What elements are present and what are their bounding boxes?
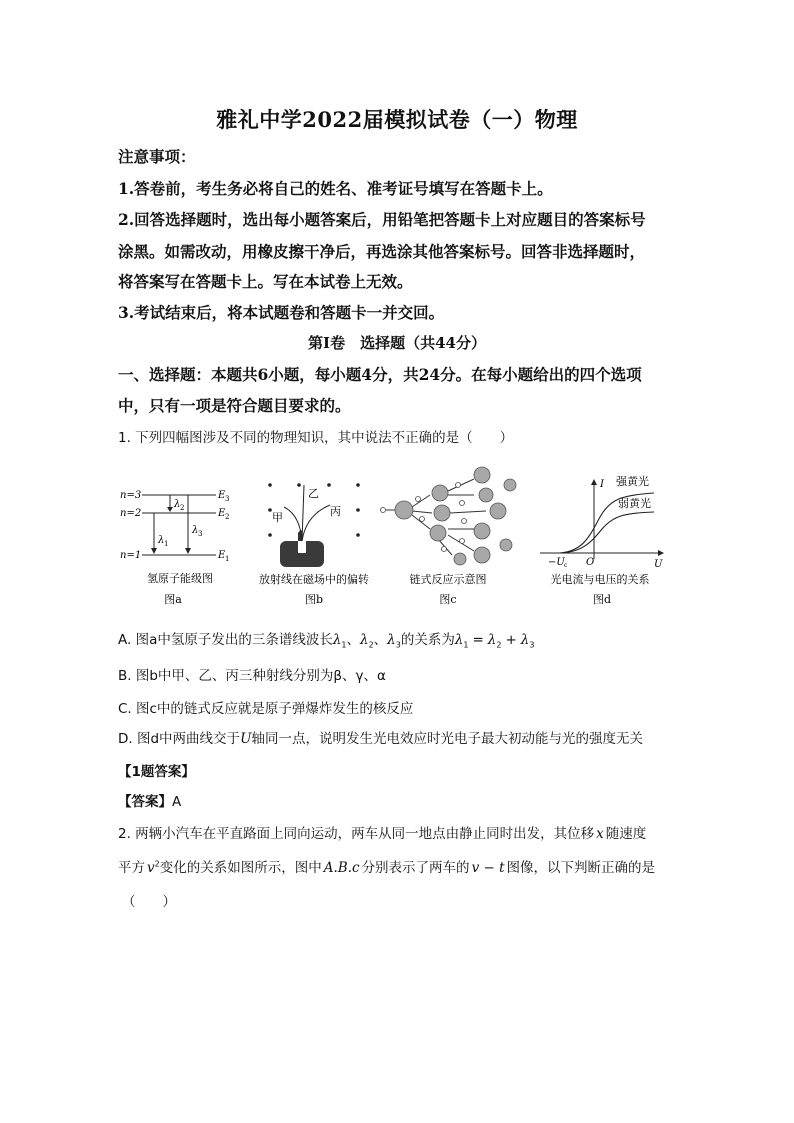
label-E3-sub: 3 bbox=[225, 495, 230, 503]
label-lambda3-sub: 3 bbox=[198, 530, 203, 538]
q2-line1-text: 2. 两辆小汽车在平直路面上同向运动，两车从同一地点由静止同时出发，其位移 bbox=[118, 826, 595, 842]
q2-abc: A.B.c bbox=[323, 860, 360, 876]
figure-d-label: 图d bbox=[592, 593, 612, 606]
figure-b-label: 图b bbox=[304, 593, 324, 606]
curve-weak bbox=[560, 512, 654, 553]
sep-1: 、 bbox=[346, 632, 361, 648]
eq-lambda-2-sub: 2 bbox=[496, 640, 502, 650]
path-bing bbox=[302, 505, 330, 541]
q1-answer-tag: 【1题答案】 bbox=[118, 764, 195, 780]
label-lambda3: λ bbox=[192, 525, 199, 536]
option-d-suffix: 轴同一点，说明发生光电效应时光电子最大初动能与光的强度无关 bbox=[251, 731, 643, 747]
lambda-3-sub: 3 bbox=[395, 640, 401, 650]
notice-line-1: 1.答卷前，考生务必将自己的姓名、准考证号填写在答题卡上。 bbox=[118, 179, 553, 198]
figure-b-caption: 放射线在磁场中的偏转 bbox=[259, 573, 369, 586]
section1-line-1: 一、选择题：本题共6小题，每小题4分，共24分。在每小题给出的四个选项 bbox=[118, 365, 642, 384]
q2-v: v bbox=[147, 860, 155, 876]
answer-value: A bbox=[172, 794, 182, 810]
label-weak-light: 弱黄光 bbox=[618, 497, 651, 510]
option-d-prefix: D. 图d中两曲线交于 bbox=[118, 731, 241, 747]
label-n2: n=2 bbox=[120, 508, 142, 519]
section1-line-2: 中，只有一项是符合题目要求的。 bbox=[118, 396, 351, 415]
q1-stem: 1. 下列四幅图涉及不同的物理知识，其中说法不正确的是（ ） bbox=[118, 430, 514, 446]
figure-c-label: 图c bbox=[439, 593, 457, 606]
eq-lambda-1: λ bbox=[454, 632, 464, 648]
sep-2: 、 bbox=[373, 632, 388, 648]
q1-option-c: C. 图c中的链式反应就是原子弹爆炸发生的核反应 bbox=[118, 701, 414, 717]
page-title: 雅礼中学2022届模拟试卷（一）物理 bbox=[216, 107, 578, 132]
label-I: I bbox=[600, 479, 604, 490]
eq-lambda-3-sub: 3 bbox=[529, 640, 535, 650]
eq-lambda-3: λ bbox=[520, 632, 530, 648]
label-E2-sub: 2 bbox=[225, 513, 230, 521]
lead-slot bbox=[298, 541, 306, 553]
label-n1: n=1 bbox=[120, 550, 142, 561]
label-O: O bbox=[586, 557, 595, 568]
label-E1: E bbox=[218, 550, 226, 561]
lambda-2-sub: 2 bbox=[368, 640, 374, 650]
label-E3: E bbox=[218, 490, 226, 501]
figure-d bbox=[534, 455, 664, 613]
notice-line-5: 3.考试结束后，将本试题卷和答题卡一并交回。 bbox=[118, 303, 445, 322]
figure-d-caption: 光电流与电压的关系 bbox=[550, 573, 650, 586]
notice-line-4: 将答案写在答题卡上。写在本试卷上无效。 bbox=[118, 272, 413, 291]
figure-a-label: 图a bbox=[164, 593, 182, 606]
label-lambda2: λ bbox=[174, 499, 181, 510]
notice-line-3: 涂黑。如需改动，用橡皮擦干净后，再选涂其他答案标号。回答非选择题时， bbox=[118, 242, 646, 261]
q2-line2d-text: 图像，以下判断正确的是 bbox=[506, 860, 656, 876]
eq-sign: = bbox=[472, 632, 484, 648]
lambda-3: λ bbox=[387, 632, 396, 648]
q1-answer bbox=[118, 790, 181, 810]
q1-option-a bbox=[118, 628, 534, 650]
figure-c-caption: 链式反应示意图 bbox=[409, 573, 487, 586]
option-d-U: U bbox=[240, 731, 252, 747]
label-E2: E bbox=[218, 508, 226, 519]
q1-figures bbox=[118, 455, 664, 613]
label-jia: 甲 bbox=[272, 511, 283, 524]
label-lambda1-sub: 1 bbox=[164, 540, 169, 548]
neutrons bbox=[381, 483, 467, 552]
notice-line-2: 2.回答选择题时，选出每小题答案后，用铅笔把答题卡上对应题目的答案标号 bbox=[118, 210, 646, 229]
figure-b bbox=[254, 455, 384, 613]
figure-a bbox=[118, 455, 248, 613]
arrow-lambda2-head bbox=[167, 507, 173, 512]
q2-line2b-text: 变化的关系如图所示，图中 bbox=[159, 860, 322, 876]
option-a-text: A. 图a中氢原子发出的三条谱线波长 bbox=[118, 632, 333, 648]
axis-i-arrow bbox=[591, 479, 597, 485]
lambda-2: λ bbox=[360, 632, 369, 648]
q2-vt: v − t bbox=[471, 860, 505, 876]
figure-c bbox=[378, 455, 528, 613]
label-lambda2-sub: 2 bbox=[180, 504, 185, 512]
q2-line2c-text: 分别表示了两车的 bbox=[361, 860, 470, 876]
plus-sign: + bbox=[505, 632, 517, 648]
axis-u-arrow bbox=[658, 550, 664, 556]
lambda-1-sub: 1 bbox=[341, 640, 347, 650]
notice-heading: 注意事项： bbox=[118, 147, 196, 166]
lambda-1: λ bbox=[332, 632, 342, 648]
answer-label: 【答案】 bbox=[118, 794, 172, 810]
q1-option-d bbox=[118, 727, 643, 747]
label-Uc: −U bbox=[548, 557, 565, 568]
q2-line-1 bbox=[118, 822, 646, 842]
label-E1-sub: 1 bbox=[225, 555, 230, 563]
figure-a-caption: 氢原子能级图 bbox=[147, 572, 213, 585]
q2-line-2 bbox=[118, 856, 655, 876]
q2-x: x bbox=[596, 826, 604, 842]
label-n3: n=3 bbox=[120, 490, 142, 501]
arrow-lambda1-head bbox=[151, 548, 157, 554]
q2-line-3: （ ） bbox=[122, 894, 176, 910]
option-a-suffix: 的关系为 bbox=[400, 632, 455, 648]
q2-line1b-text: 随速度 bbox=[605, 826, 647, 842]
label-bing: 丙 bbox=[330, 505, 341, 518]
part-title: 第Ⅰ卷 选择题（共44分） bbox=[308, 334, 486, 352]
eq-lambda-2: λ bbox=[487, 632, 497, 648]
label-Uc-sub: c bbox=[564, 562, 568, 569]
label-U: U bbox=[654, 559, 663, 570]
eq-lambda-1-sub: 1 bbox=[463, 640, 469, 650]
q2-v-sq: 2 bbox=[154, 859, 160, 869]
label-lambda1: λ bbox=[158, 535, 165, 546]
q2-line2a-text: 平方 bbox=[118, 860, 145, 876]
q1-option-b: B. 图b中甲、乙、丙三种射线分别为β、γ、α bbox=[118, 668, 386, 684]
arrow-lambda3-head bbox=[185, 548, 191, 554]
label-strong-light: 强黄光 bbox=[616, 475, 649, 488]
label-yi: 乙 bbox=[308, 487, 319, 500]
